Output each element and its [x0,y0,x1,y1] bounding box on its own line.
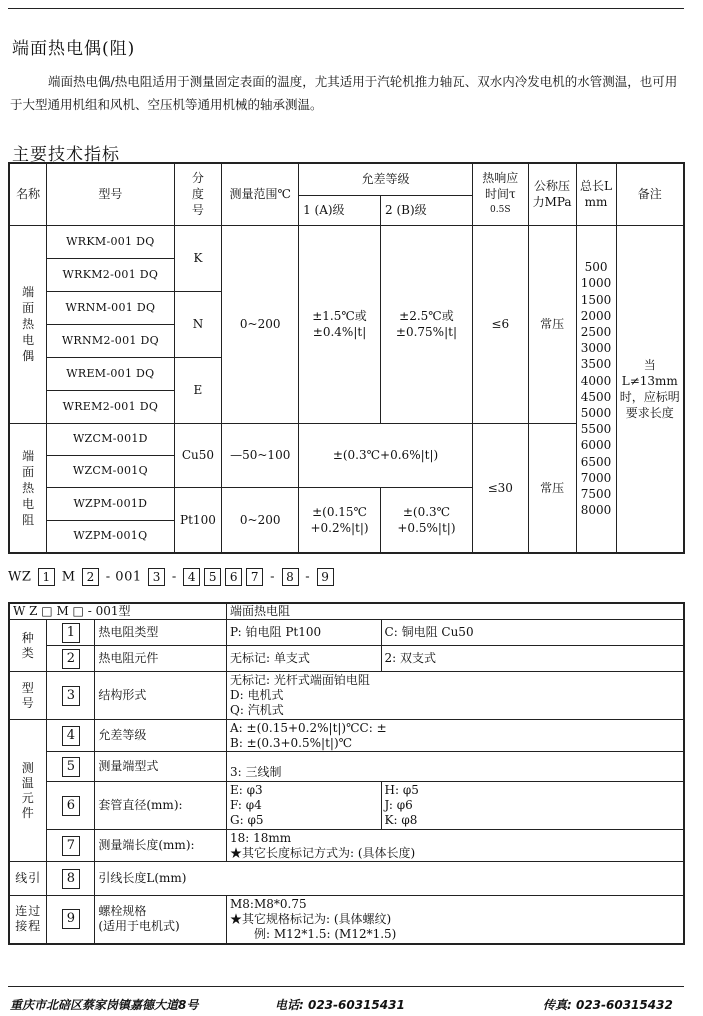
footer-fax: 传真: 023-60315432 [543,998,673,1012]
code-number: 7 [62,836,80,856]
code-label: 套管直径(mm): [95,782,227,830]
code-number: 1 [62,623,80,643]
model-cell: WRKM2-001 DQ [47,258,174,291]
code-label: 测量端型式 [95,752,227,782]
code-label: 允差等级 [95,720,227,752]
code-box: 8 [282,568,299,586]
model-cell: WZPM-001D [47,487,174,520]
grade-cell: Cu50 [174,423,222,487]
code-label: 热电阻元件 [95,646,227,672]
code-box: 4 [183,568,200,586]
header-length: 总长L mm [576,163,616,225]
code-number: 2 [62,649,80,669]
header-grade: 分度号 [174,163,222,225]
code-box: 5 [204,568,221,586]
model-cell: WREM2-001 DQ [47,390,174,423]
code-box: 1 [38,568,55,586]
code-box: 6 [225,568,242,586]
code-number: 4 [62,726,80,746]
length-cell: 500 1000 1500 2000 2500 3000 3500 4000 4500 5000 5500 6000 6500 7000 7500 8000 [576,225,616,553]
model-cell: WRNM-001 DQ [47,291,174,324]
code-value: M8:M8*0.75 ★其它规格标记为: (具体螺纹) 例: M12*1.5: (M12*1.5) [227,896,685,944]
remark-cell: 当L≠13mm时，应标明要求长度 [616,225,684,553]
code-value: E: φ3 F: φ4 G: φ5 [227,782,382,830]
header-tolerance: 允差等级 [299,163,473,195]
model-cell: WREM-001 DQ [47,357,174,390]
code-label: 测量端长度(mm): [95,830,227,862]
code-value: 18: 18mm ★其它长度标记方式为: (具体长度) [227,830,685,862]
code-number: 9 [62,909,80,929]
model-cell: WZPM-001Q [47,520,174,553]
code-value: 无标记: 光杆式端面铂电阻 D: 电机式 Q: 汽机式 [227,672,685,720]
grade-cell: N [174,291,222,357]
header-model: 型号 [47,163,174,225]
code-value: 2: 双支式 [381,646,684,672]
code-box: 3 [148,568,165,586]
intro-paragraph: 端面热电偶/热电阻适用于测量固定表面的温度，尤其适用于汽轮机推力轴瓦、双水内冷发电机的水管测温，也可用于大型通用机组和风机、空压机等通用机械的轴承测温。 [10,74,678,112]
range-cell: —50~100 [222,423,299,487]
code-header-right: 端面热电阻 [227,603,685,620]
code-value: A: ±(0.15+0.2%|t|)℃C: ± B: ±(0.3+0.5%|t|)℃ [227,720,685,752]
header-remark: 备注 [616,163,684,225]
code-value: H: φ5 J: φ6 K: φ8 [381,782,684,830]
model-cell: WRKM-001 DQ [47,225,174,258]
grade-cell: K [174,225,222,291]
code-value: P: 铂电阻 Pt100 [227,620,382,646]
group-name-thermocouple: 端面热电偶 [9,225,47,423]
code-header-left: W Z □ M □ - 001型 [9,603,227,620]
footer-phone: 电话: 023-60315431 [275,998,405,1012]
header-range: 测量范围℃ [222,163,299,225]
header-response: 热响应 时间τ 0.5S [472,163,528,225]
header-tol-a: 1 (A)级 [299,195,381,225]
cat-connect: 连过接程 [9,896,47,944]
tol-pt-b-cell: ±(0.3℃+0.5%|t|) [381,487,473,553]
pressure-cell: 常压 [528,225,576,423]
section-title: 主要技术指标 [12,145,120,165]
code-value: 3: 三线制 [227,752,685,782]
code-label: 螺栓规格 (适用于电机式) [95,896,227,944]
cat-measure: 测温元件 [9,720,47,862]
range-cell: 0~200 [222,225,299,423]
spec-table [8,162,685,554]
cat-model: 型号 [9,672,47,720]
code-value: 无标记: 单支式 [227,646,382,672]
model-code-line: WZ 1 M 2 - 001 3 - 4 5 6 7 - 8 - 9 [8,568,336,586]
code-box: 2 [82,568,99,586]
pressure-cell: 常压 [528,423,576,553]
tol-a-cell: ±1.5℃或±0.4%|t| [299,225,381,423]
grade-cell: E [174,357,222,423]
cat-lead: 线引 [9,862,47,896]
code-box: 7 [246,568,263,586]
response-cell: ≤6 [472,225,528,423]
code-label: 热电阻类型 [95,620,227,646]
footer-address: 重庆市北碚区蔡家岗镇嘉德大道8号 [10,998,199,1012]
group-name-rtd: 端面热电阻 [9,423,47,553]
header-name: 名称 [9,163,47,225]
model-cell: WRNM2-001 DQ [47,324,174,357]
code-label: 结构形式 [95,672,227,720]
code-number: 5 [62,757,80,777]
code-number: 8 [62,869,80,889]
tol-cu-cell: ±(0.3℃+0.6%|t|) [299,423,473,487]
header-tol-b: 2 (B)级 [381,195,473,225]
tol-b-cell: ±2.5℃或±0.75%|t| [381,225,473,423]
code-value: C: 铜电阻 Cu50 [381,620,684,646]
range-cell: 0~200 [222,487,299,553]
code-box: 9 [317,568,334,586]
code-label: 引线长度L(mm) [95,862,684,896]
page-title: 端面热电偶(阻) [12,39,136,59]
top-rule [8,8,684,9]
model-cell: WZCM-001D [47,423,174,455]
cat-type: 种类 [9,620,47,672]
code-number: 3 [62,686,80,706]
code-number: 6 [62,796,80,816]
header-pressure: 公称压力MPa [528,163,576,225]
model-cell: WZCM-001Q [47,455,174,487]
tol-pt-a-cell: ±(0.15℃+0.2%|t|) [299,487,381,553]
code-table [8,602,685,945]
response-cell: ≤30 [472,423,528,553]
grade-cell: Pt100 [174,487,222,553]
bottom-rule [8,986,684,987]
